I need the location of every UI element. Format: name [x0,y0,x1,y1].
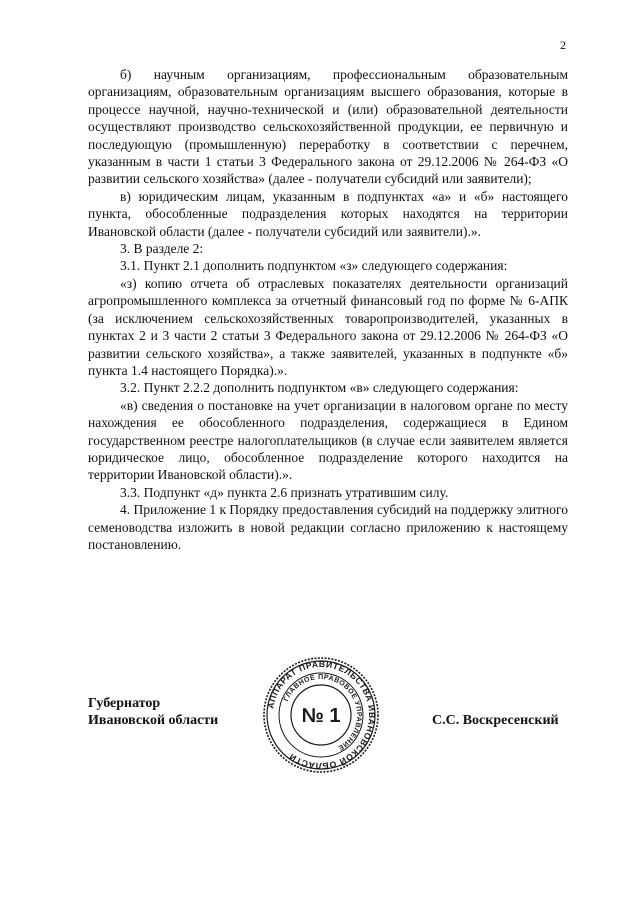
paragraph: «в) сведения о постановке на учет организации в налоговом органе по месту нахождения ее обособленного подразделения, содержащиеся в Едином государственном реестре налогоплательщиков (в случае если заявителем является юридическое лицо, обособленное подразделение которого находится на территории Ивановской области).». [88,397,568,483]
paragraph: 4. Приложение 1 к Порядку предоставления субсидий на поддержку элитного семеноводства изложить в новой редакции согласно приложению к настоящему постановлению. [88,502,568,552]
page-number: 2 [560,38,566,52]
stamp-inner-text: ГЛАВНОЕ ПРАВОВОЕ УПРАВЛЕНИЕ [282,673,363,752]
paragraph: 3. В разделе 2: [120,241,204,257]
stamp-outer-text: АППАРАТ ПРАВИТЕЛЬСТВА ИВАНОВСКОЙ ОБЛАСТИ [265,658,378,772]
paragraph: «з) копию отчета об отраслевых показателях деятельности организаций агропромышленного комплекса за отчетный финансовый год по форме № 6-АПК (за исключением сельскохозяйственных товаропроизводителей, указанных в пунктах 2 и 3 части 2 статьи 3 Федерального закона от 29.12.2006 № 264-ФЗ «О развитии сельского хозяйства», а также заявителей, указанных в подпункте «б» пункта 1.4 настоящего Порядка).». [88,275,568,378]
paragraph: 3.2. Пункт 2.2.2 дополнить подпунктом «в» следующего содержания: [120,380,519,396]
official-stamp [262,656,380,774]
paragraph: б) научным организациям, профессиональным образовательным организациям, образовательным организациям высшего образования, которые в процессе научной, научно-технической и (или) образовательной деятельности осуществляют производство сельскохозяйственной продукции, ее первичную и последующую (промышленную) переработку в соответствии с перечнем, указанным в части 1 статьи 3 Федерального закона от 29.12.2006 № 264-ФЗ «О развитии сельского хозяйства» (далее - получатели субсидий или заявители); [88,67,568,187]
paragraph: 3.3. Подпункт «д» пункта 2.6 признать утратившим силу. [120,484,449,500]
signature-name: С.С. Воскресенский [432,713,559,728]
signature-title [88,695,218,729]
paragraph: в) юридическим лицам, указанным в подпунктах «а» и «б» настоящего пункта, обособленные подразделения которых находятся на территории Ивановской области (далее - получатели субсидий или заявители).». [88,188,568,239]
stamp-number: № 1 [301,705,341,727]
paragraph: 3.1. Пункт 2.1 дополнить подпунктом «з» следующего содержания: [120,258,508,274]
document-body [88,66,568,553]
signature-title-line2: Ивановской области [88,713,219,728]
signature-title-line1: Губернатор [88,696,161,711]
